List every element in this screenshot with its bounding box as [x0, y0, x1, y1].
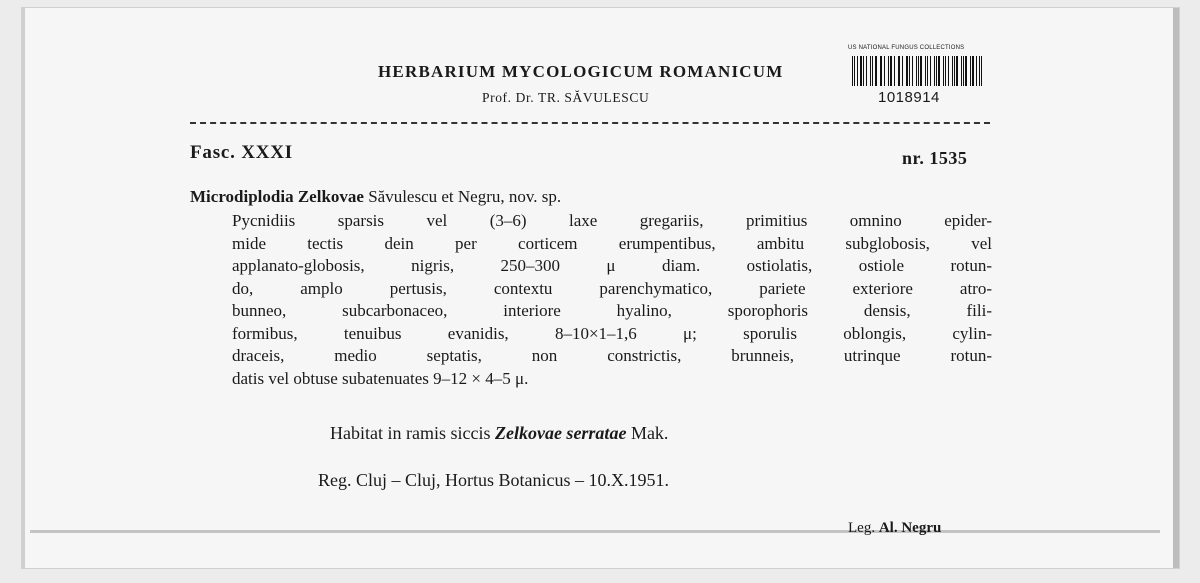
barcode-bar	[979, 56, 980, 86]
barcode-bar	[936, 56, 937, 86]
barcode-bar	[925, 56, 926, 86]
barcode-bar	[852, 56, 853, 86]
barcode-bar	[881, 56, 882, 86]
header-divider	[190, 122, 990, 124]
barcode-caption: US NATIONAL FUNGUS COLLECTIONS	[848, 45, 965, 51]
species-line	[190, 187, 561, 207]
label-edge-divider	[30, 530, 1160, 533]
description-line: formibus, tenuibus evanidis, 8–10×1–1,6 μ; sporulis oblongis, cylin-	[232, 323, 992, 343]
description-line: applanato-globosis, nigris, 250–300 μ diam. ostiolatis, ostiole rotun-	[232, 256, 992, 275]
barcode-label	[848, 45, 988, 111]
barcode-bar	[956, 56, 958, 86]
barcode-bar	[938, 56, 940, 86]
barcode-bar	[890, 56, 892, 86]
description-line: bunneo, subcarbonaceo, interiore hyalino, sporophoris densis, fili-	[232, 301, 992, 320]
barcode-bar	[981, 56, 982, 86]
barcode-bar	[930, 56, 931, 86]
herbarium-curator: Prof. Dr. TR. SĂVULESCU	[482, 90, 650, 105]
specimen-number: nr. 1535	[902, 148, 968, 168]
barcode-icon	[852, 56, 984, 86]
habitat-suffix: Mak.	[630, 423, 669, 443]
barcode-bar	[863, 56, 864, 86]
barcode-number: 1018914	[878, 89, 940, 106]
collector-prefix: Leg.	[848, 520, 876, 536]
barcode-bar	[875, 56, 877, 86]
habitat-line	[330, 423, 668, 444]
barcode-bar	[954, 56, 955, 86]
habitat-host: Zelkovae serratae	[494, 423, 627, 443]
description-line: datis vel obtuse subatenuates 9–12 × 4–5 μ.	[232, 368, 529, 388]
barcode-bar	[918, 56, 919, 86]
description-line: do, amplo pertusis, contextu parenchymatico, pariete exteriore atro-	[232, 278, 992, 298]
barcode-bar	[927, 56, 928, 86]
locality-line: Reg. Cluj – Cluj, Hortus Botanicus – 10.X.1951.	[318, 470, 669, 490]
barcode-bar	[854, 56, 855, 86]
barcode-bar	[870, 56, 871, 86]
herbarium-title: HERBARIUM MYCOLOGICUM ROMANICUM	[378, 62, 784, 81]
barcode-bar	[948, 56, 949, 86]
description-line: draceis, medio septatis, non constrictis, brunneis, utrinque rotun-	[232, 346, 992, 365]
barcode-bar	[952, 56, 953, 86]
barcode-bar	[894, 56, 895, 86]
barcode-bar	[902, 56, 903, 86]
description-line: Pycnidiis sparsis vel (3–6) laxe gregariis, primitius omnino epider-	[232, 211, 992, 230]
barcode-bar	[884, 56, 885, 86]
barcode-bar	[961, 56, 962, 86]
barcode-bar	[963, 56, 964, 86]
barcode-bar	[912, 56, 913, 86]
barcode-bar	[898, 56, 899, 86]
barcode-bar	[934, 56, 935, 86]
barcode-bar	[906, 56, 908, 86]
species-name: Microdiplodia Zelkovae	[190, 187, 364, 206]
barcode-bar	[972, 56, 974, 86]
barcode-bar	[943, 56, 944, 86]
barcode-bar	[857, 56, 858, 86]
barcode-bar	[945, 56, 946, 86]
barcode-bar	[909, 56, 910, 86]
barcode-bar	[872, 56, 873, 86]
barcode-bar	[976, 56, 977, 86]
barcode-bar	[916, 56, 917, 86]
barcode-bar	[880, 56, 881, 86]
collector-line	[848, 520, 941, 537]
barcode-bar	[899, 56, 900, 86]
species-description	[232, 210, 992, 390]
description-line: mide tectis dein per corticem erumpentibus, ambitu subglobosis, vel	[232, 233, 992, 253]
barcode-bar	[866, 56, 867, 86]
collector-name: Al. Negru	[878, 520, 942, 536]
barcode-bar	[965, 56, 966, 86]
barcode-bar	[970, 56, 971, 86]
barcode-bar	[920, 56, 922, 86]
barcode-bar	[860, 56, 862, 86]
barcode-bar	[888, 56, 889, 86]
fascicle-number: Fasc. XXXI	[190, 142, 293, 163]
species-authority: Săvulescu et Negru, nov. sp.	[368, 187, 562, 206]
habitat-prefix: Habitat in ramis siccis	[330, 423, 491, 443]
